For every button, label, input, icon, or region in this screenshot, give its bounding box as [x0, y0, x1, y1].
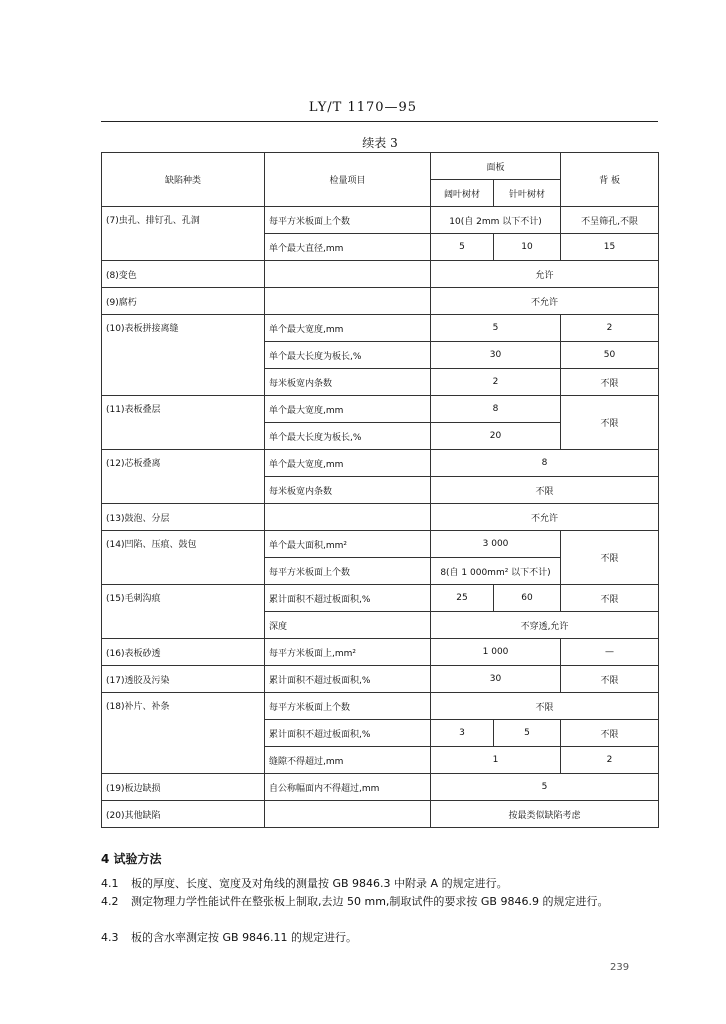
category-cell: (8)变色 [102, 261, 265, 288]
value-cell: 不限 [561, 666, 659, 693]
item-cell: 累计面积不超过板面积,% [265, 585, 431, 612]
value-cell: 5 [431, 234, 494, 261]
item-cell: 每平方米板面上,mm² [265, 639, 431, 666]
table-row [102, 693, 659, 720]
category-cell: (9)腐朽 [102, 288, 265, 315]
clause-number: 4.1 [101, 877, 119, 890]
item-cell: 每平方米板面上个数 [265, 558, 431, 585]
item-cell: 自公称幅面内不得超过,mm [265, 774, 431, 801]
value-cell: 8 [431, 450, 659, 477]
item-cell: 单个最大宽度,mm [265, 450, 431, 477]
category-cell: (11)表板叠层 [102, 396, 265, 450]
item-cell: 单个最大长度为板长,% [265, 423, 431, 450]
value-cell: 15 [561, 234, 659, 261]
header-code: LY/T 1170—95 [308, 100, 418, 115]
clause-text: 测定物理力学性能试件在整张板上制取,去边 50 mm,制取试件的要求按 GB 9846.9 的规定进行。 [131, 895, 609, 908]
clause-text: 板的厚度、长度、宽度及对角线的测量按 GB 9846.3 中附录 A 的规定进行。 [131, 877, 508, 890]
item-cell [265, 288, 431, 315]
header-defect-type: 缺陷种类 [102, 153, 265, 207]
category-cell: (13)鼓泡、分层 [102, 504, 265, 531]
table-row [102, 261, 659, 288]
item-cell: 单个最大宽度,mm [265, 396, 431, 423]
value-cell: 30 [431, 666, 561, 693]
table-row [102, 288, 659, 315]
page-number: 239 [610, 962, 630, 973]
table-caption: 续表 3 [362, 136, 398, 150]
category-cell: (12)芯板叠离 [102, 450, 265, 504]
value-cell: 不限 [561, 720, 659, 747]
clause-4-2 [101, 894, 658, 910]
item-cell [265, 801, 431, 828]
value-cell: 2 [431, 369, 561, 396]
category-cell: (7)虫孔、排钉孔、孔洞 [102, 207, 265, 261]
value-cell: 允许 [431, 261, 659, 288]
value-cell: 2 [561, 315, 659, 342]
table-row [102, 666, 659, 693]
category-cell: (10)表板拼接离缝 [102, 315, 265, 396]
value-cell: 不限 [561, 585, 659, 612]
table-row [102, 450, 659, 477]
item-cell [265, 504, 431, 531]
item-cell: 单个最大直径,mm [265, 234, 431, 261]
category-cell: (19)板边缺损 [102, 774, 265, 801]
table-row [102, 531, 659, 558]
category-cell: (16)表板砂透 [102, 639, 265, 666]
table-row [102, 774, 659, 801]
item-cell: 单个最大面积,mm² [265, 531, 431, 558]
item-cell: 累计面积不超过板面积,% [265, 720, 431, 747]
value-cell: 不限 [431, 477, 659, 504]
value-cell: 20 [431, 423, 561, 450]
value-cell: 不呈筛孔,不限 [561, 207, 659, 234]
value-cell: 按最类似缺陷考虑 [431, 801, 659, 828]
value-cell: 不限 [561, 531, 659, 585]
item-cell: 每米板宽内条数 [265, 369, 431, 396]
category-cell: (20)其他缺陷 [102, 801, 265, 828]
value-cell: 1 000 [431, 639, 561, 666]
item-cell: 累计面积不超过板面积,% [265, 666, 431, 693]
table-row [102, 801, 659, 828]
value-cell: 不允许 [431, 504, 659, 531]
item-cell: 每平方米板面上个数 [265, 693, 431, 720]
value-cell: 50 [561, 342, 659, 369]
category-cell: (17)透胶及污染 [102, 666, 265, 693]
value-cell: — [561, 639, 659, 666]
category-cell: (18)补片、补条 [102, 693, 265, 774]
table-header-row [102, 153, 659, 180]
table-row [102, 585, 659, 612]
value-cell: 5 [494, 720, 561, 747]
header-inspection-item: 检量项目 [265, 153, 431, 207]
item-cell: 单个最大长度为板长,% [265, 342, 431, 369]
table-row [102, 639, 659, 666]
value-cell: 25 [431, 585, 494, 612]
item-cell [265, 261, 431, 288]
item-cell: 缝隙不得超过,mm [265, 747, 431, 774]
header-softwood: 针叶树材 [494, 180, 561, 207]
value-cell: 3 [431, 720, 494, 747]
header-hardwood: 阔叶树材 [431, 180, 494, 207]
header-rule [101, 121, 658, 122]
section-4-title: 4 试验方法 [101, 852, 162, 866]
value-cell: 1 [431, 747, 561, 774]
value-cell: 5 [431, 774, 659, 801]
table-row [102, 315, 659, 342]
value-cell: 5 [431, 315, 561, 342]
value-cell: 8 [431, 396, 561, 423]
clause-number: 4.2 [101, 895, 119, 908]
header-face: 面板 [431, 153, 561, 180]
clause-text: 板的含水率测定按 GB 9846.11 的规定进行。 [131, 931, 358, 944]
item-cell: 深度 [265, 612, 431, 639]
value-cell: 不穿透,允许 [431, 612, 659, 639]
value-cell: 2 [561, 747, 659, 774]
table-row [102, 207, 659, 234]
category-cell: (15)毛刺沟痕 [102, 585, 265, 639]
value-cell: 不允许 [431, 288, 659, 315]
value-cell: 不限 [561, 396, 659, 450]
table-row [102, 396, 659, 423]
value-cell: 不限 [431, 693, 659, 720]
item-cell: 每米板宽内条数 [265, 477, 431, 504]
value-cell: 8(自 1 000mm² 以下不计) [431, 558, 561, 585]
defect-table [101, 152, 659, 828]
clause-4-3 [101, 930, 658, 946]
value-cell: 30 [431, 342, 561, 369]
item-cell: 单个最大宽度,mm [265, 315, 431, 342]
clause-4-1 [101, 876, 658, 892]
category-cell: (14)凹陷、压痕、鼓包 [102, 531, 265, 585]
value-cell: 不限 [561, 369, 659, 396]
table-row [102, 504, 659, 531]
clause-number: 4.3 [101, 931, 119, 944]
value-cell: 10(自 2mm 以下不计) [431, 207, 561, 234]
header-back: 背 板 [561, 153, 659, 207]
value-cell: 3 000 [431, 531, 561, 558]
value-cell: 10 [494, 234, 561, 261]
value-cell: 60 [494, 585, 561, 612]
item-cell: 每平方米板面上个数 [265, 207, 431, 234]
